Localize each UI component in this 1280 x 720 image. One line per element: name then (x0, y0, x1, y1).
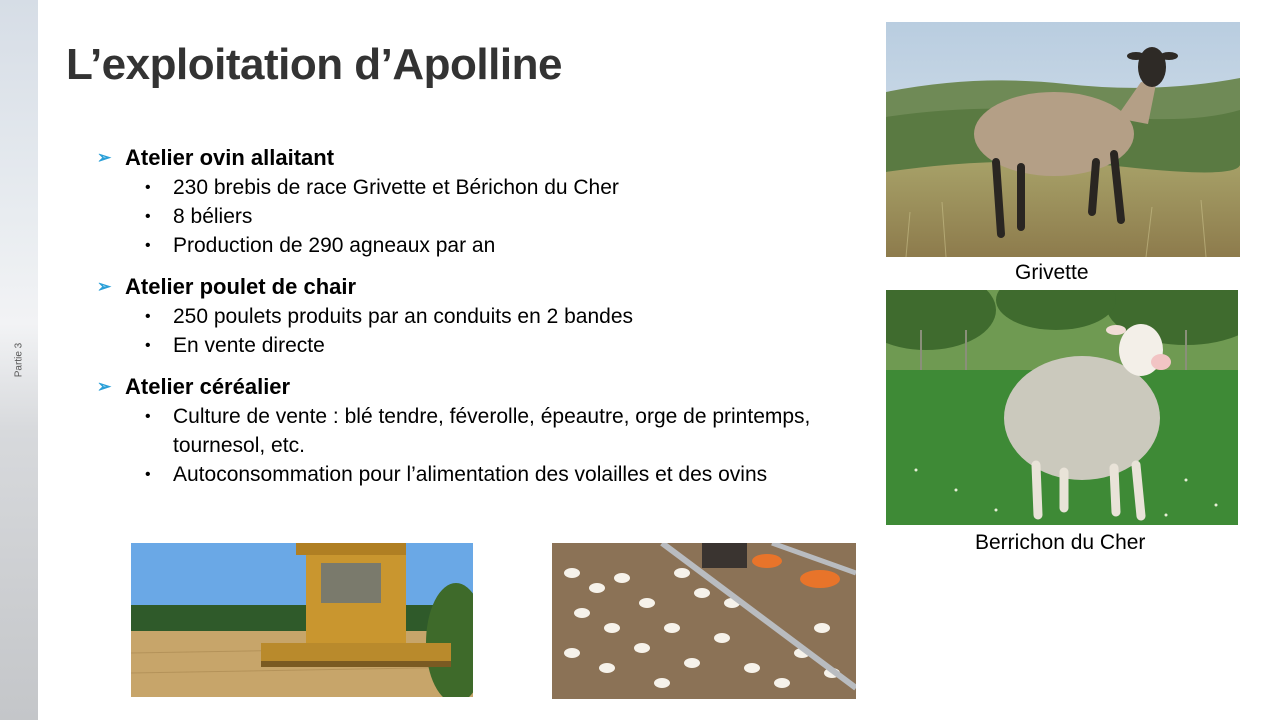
section-heading-text: Atelier poulet de chair (125, 274, 357, 299)
item-list (97, 402, 872, 489)
section-heading (97, 143, 872, 173)
grivette-sheep-photo (886, 22, 1240, 257)
item-list (97, 173, 872, 260)
list-item (145, 402, 872, 460)
list-item-text: 8 béliers (173, 205, 253, 228)
section-cereales (97, 372, 872, 489)
slide-title: L’exploitation d’Apolline (66, 40, 562, 89)
side-bar (0, 0, 38, 720)
list-item (145, 331, 872, 360)
arrow-bullet-icon: ➢ (97, 148, 112, 167)
bullet-dot-icon: • (145, 308, 151, 325)
section-poulet (97, 272, 872, 360)
bullet-dot-icon: • (145, 237, 151, 254)
section-label: Partie 3 (13, 342, 25, 378)
bullet-content (97, 143, 872, 501)
broiler-chickens-photo (552, 543, 856, 699)
section-heading-text: Atelier ovin allaitant (125, 145, 335, 170)
section-ovin (97, 143, 872, 260)
list-item-text: Production de 290 agneaux par an (173, 234, 496, 257)
list-item-text: 250 poulets produits par an conduits en 2 bandes (173, 305, 634, 328)
bullet-dot-icon: • (145, 179, 151, 196)
list-item-text: 230 brebis de race Grivette et Bérichon du Cher (173, 176, 619, 199)
arrow-bullet-icon: ➢ (97, 377, 112, 396)
section-heading (97, 372, 872, 402)
bullet-dot-icon: • (145, 408, 151, 425)
bullet-dot-icon: • (145, 208, 151, 225)
list-item-text: En vente directe (173, 334, 325, 357)
grivette-caption: Grivette (1015, 261, 1089, 284)
list-item (145, 202, 872, 231)
list-item (145, 173, 872, 202)
section-heading-text: Atelier céréalier (125, 374, 291, 399)
bullet-dot-icon: • (145, 466, 151, 483)
bullet-dot-icon: • (145, 337, 151, 354)
arrow-bullet-icon: ➢ (97, 277, 112, 296)
combine-harvester-photo (131, 543, 473, 697)
list-item (145, 460, 872, 489)
berrichon-sheep-photo (886, 290, 1238, 525)
item-list (97, 302, 872, 360)
berrichon-caption: Berrichon du Cher (975, 531, 1146, 554)
list-item (145, 231, 872, 260)
list-item (145, 302, 872, 331)
list-item-text: Autoconsommation pour l’alimentation des volailles et des ovins (173, 463, 768, 486)
list-item-text: Culture de vente : blé tendre, féverolle, épeautre, orge de printemps, tournesol, etc. (173, 405, 811, 457)
section-heading (97, 272, 872, 302)
